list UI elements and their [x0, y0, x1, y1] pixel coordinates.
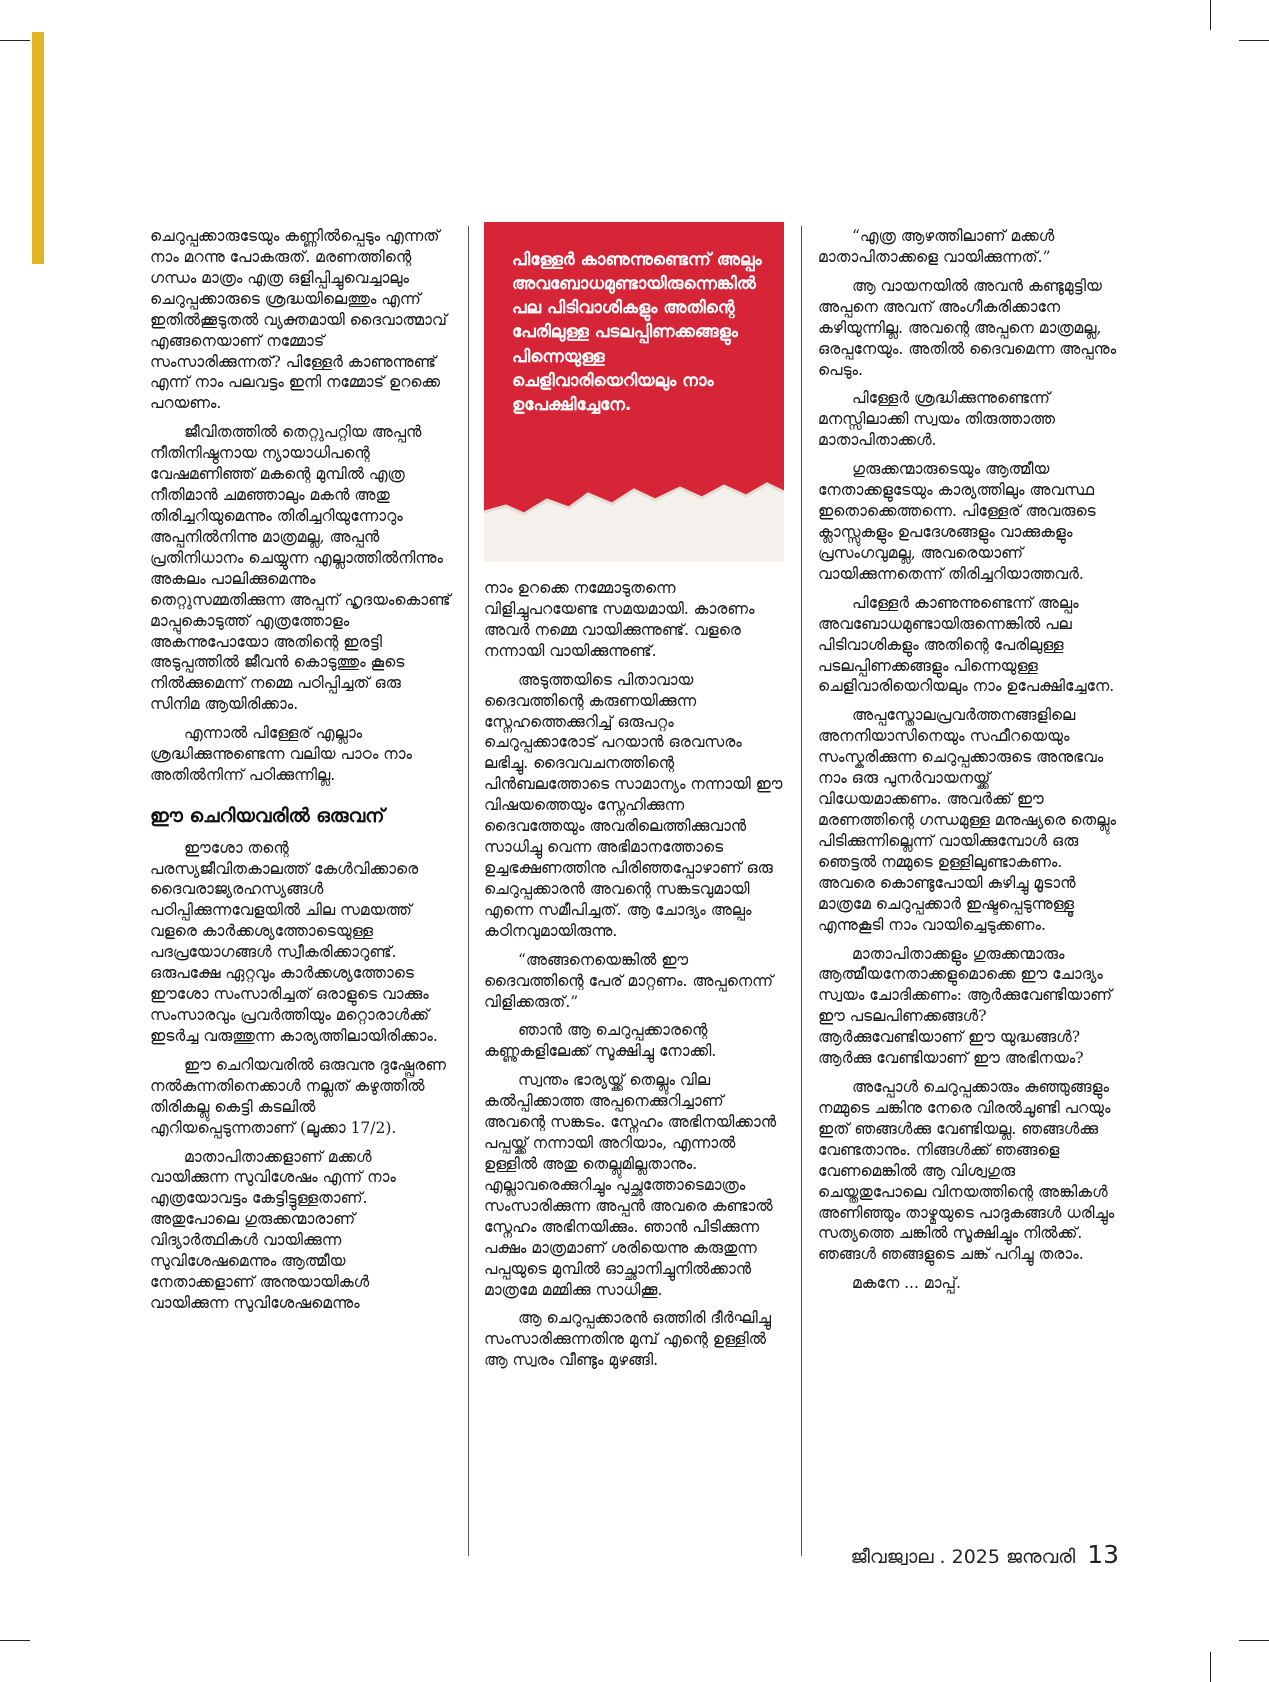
magazine-issue: ജീവജ്വാല . 2025 ജനുവരി [850, 1546, 1076, 1568]
column-divider [801, 226, 802, 1556]
paragraph: ചെറുപ്പക്കാരുടേയും കണ്ണിൽപ്പെടും എന്നത് നാം മറന്നു പോകരുത്. മരണത്തിന്റെ ഗന്ധം മാത്രം എത്ര ഒളിപ്പിച്ചുവെച്ചാലും ചെറുപ്പക്കാരുടെ ശ്രദ്ധയിലെത്തും എന്ന് ഇതിൽക്കൂടുതൽ വ്യക്തമായി ദൈവാത്മാവ് എങ്ങനെയാണ് നമ്മോട് സംസാരിക്കുന്നത്? പിള്ളേർ കാണുന്നുണ്ട് എന്ന് നാം പലവട്ടം ഇനി നമ്മോട് ഉറക്കെ പറയണം. [150, 227, 447, 413]
paragraph: അടുത്തയിടെ പിതാവായ ദൈവത്തിന്റെ കരുണയിക്കുന്ന സ്നേഹത്തെക്കുറിച്ച് ഒരുപറ്റം ചെറുപ്പക്കാരോട് പറയാൻ ഒരവസരം ലഭിച്ചു. ദൈവവചനത്തിന്റെ പിൻബലത്തോടെ സാമാന്യം നന്നായി ഈ വിഷയത്തെയും സ്നേഹിക്കുന്ന ദൈവത്തേയും അവരിലെത്തിക്കുവാൻ സാധിച്ചു വെന്ന അഭിമാനത്തോടെ ഉച്ചഭക്ഷണത്തിനു പിരിഞ്ഞപ്പോഴാണ് ഒരു ചെറുപ്പക്കാരൻ അവന്റെ സങ്കടവുമായി എന്നെ സമീപിച്ചത്. ആ ചോദ്യം അല്പം കഠിനവുമായിരുന്നു. [484, 670, 783, 940]
article-column-3 [818, 226, 1118, 1302]
paragraph: നാം ഉറക്കെ നമ്മോടുതന്നെ വിളിച്ചുപറയേണ്ട സമയമായി. കാരണം അവർ നമ്മെ വായിക്കുന്നുണ്ട്. വളരെ നന്നായി വായിക്കുന്നുണ്ട്. [484, 579, 755, 660]
crop-mark [0, 40, 30, 41]
paragraph: പിള്ളേർ കാണുന്നുണ്ടെന്ന് അല്പം അവബോധമുണ്ടായിരുന്നെങ്കിൽ പല പിടിവാശികളും അതിന്റെ പേരിലുള്ള പടലപ്പിണക്കങ്ങളും പിന്നെയുള്ള ചെളിവാരിയെറിയലും നാം ഉപേക്ഷിച്ചേനേ. [818, 593, 1115, 696]
paragraph: എന്നാൽ പിള്ളേര് എല്ലാം ശ്രദ്ധിക്കുന്നുണ്ടെന്ന വലിയ പാഠം നാം അതിൽനിന്ന് പഠിക്കുന്നില്ല. [150, 724, 413, 785]
crop-mark [1210, 1652, 1211, 1682]
paragraph: അപ്പോൾ ചെറുപ്പക്കാരും കുഞ്ഞുങ്ങളും നമ്മുടെ ചങ്കിനു നേരെ വിരൽചൂണ്ടി പറയും ഇത് ഞങ്ങൾക്കു വേണ്ടിയല്ല. ഞങ്ങൾക്കു വേണ്ടതാനും. നിങ്ങൾക്ക് ഞങ്ങളെ വേണമെങ്കിൽ ആ വിശ്വഗുരു ചെയ്തതുപോലെ വിനയത്തിന്റെ അങ്കികൾ അണിഞ്ഞും താഴ്മയുടെ പാദുകങ്ങൾ ധരിച്ചും സത്യത്തെ ചങ്കിൽ സൂക്ഷിച്ചും നിൽക്ക്. ഞങ്ങൾ ഞങ്ങളുടെ ചങ്ക് പറിച്ചു തരാം. [818, 1078, 1115, 1264]
paragraph: ഈ ചെറിയവരിൽ ഒരുവനു ദുഷ്പ്രേരണ നൽകുന്നതിനെക്കാൾ നല്ലത് കഴുത്തിൽ തിരികല്ലു കെട്ടി കടലിൽ എറിയപ്പെടുന്നതാണ് (ലൂക്കാ 17/2). [150, 1055, 446, 1137]
crop-mark [0, 1640, 30, 1641]
crop-mark [1239, 1640, 1269, 1641]
paragraph: ഈശോ തന്റെ പരസ്യജീവിതകാലത്ത് കേൾവിക്കാരെ ദൈവരാജ്യരഹസ്യങ്ങൾ പഠിപ്പിക്കുന്നവേളയിൽ ചില സമയത്ത് വളരെ കാർക്കശ്യത്തോടെയുള്ള പദപ്രയോഗങ്ങൾ സ്വീകരിക്കാറുണ്ട്. ഒരുപക്ഷേ ഏറ്റവും കാർക്കശ്യത്തോടെ ഈശോ സംസാരിച്ചത് ഒരാളുടെ വാക്കും സംസാരവും പ്രവർത്തിയും മറ്റൊരാൾക്ക് ഇടർച്ച വരുത്തുന്ന കാര്യത്തിലായിരിക്കാം. [150, 838, 438, 1045]
pull-quote-text: പിള്ളേർ കാണുന്നുണ്ടെന്ന് അല്പം അവബോധമുണ്ടായിരുന്നെങ്കിൽ പല പിടിവാശികളും അതിന്റെ പേരിലുള്ള പടലപ്പിണക്കങ്ങളും പിന്നെയുള്ള ചെളിവാരിയെറിയലും നാം ഉപേക്ഷിച്ചേനേ. [512, 250, 762, 415]
page-number: 13 [1087, 1540, 1119, 1569]
section-heading: ഈ ചെറിയവരിൽ ഒരുവന് [150, 804, 385, 827]
paragraph: മാതാപിതാക്കളും ഗുരുക്കന്മാരും ആത്മീയനേതാക്കളുമൊക്കെ ഈ ചോദ്യം സ്വയം ചോദിക്കണം: ആർക്കുവേണ്ടിയാണ് ഈ പടലപിണക്കങ്ങൾ? ആർക്കുവേണ്ടിയാണ് ഈ യുദ്ധങ്ങൾ? ആർക്കു വേണ്ടിയാണ് ഈ അഭിനയം? [818, 944, 1113, 1068]
paragraph: മകനേ ... മാപ്പ്. [852, 1274, 961, 1293]
page-footer [851, 1540, 1119, 1569]
gold-accent-bar [32, 32, 44, 264]
paragraph: “എത്ര ആഴത്തിലാണ് മക്കൾ മാതാപിതാക്കളെ വായിക്കുന്നത്.” [818, 227, 1055, 266]
article-column-2 [484, 578, 784, 1379]
crop-mark [1210, 0, 1211, 30]
paragraph: ജീവിതത്തിൽ തെറ്റുപറ്റിയ അപ്പൻ നീതിനിഷ്ഠനായ ന്യായാധിപന്റെ വേഷമണിഞ്ഞ് മകന്റെ മുമ്പിൽ എത്ര നീതിമാൻ ചമഞ്ഞാലും മകൻ അതു തിരിച്ചറിയുമെന്നും തിരിച്ചറിയുന്നോറും അപ്പനിൽനിന്നു മാത്രമല്ല, അപ്പൻ പ്രതിനിധാനം ചെയ്യുന്ന എല്ലാത്തിൽനിന്നും അകലം പാലിക്കുമെന്നും തെറ്റുസമ്മതിക്കുന്ന അപ്പന് ഹൃദയംകൊണ്ട് മാപ്പുകൊടുത്ത് എത്രത്തോളം അകന്നുപോയോ അതിന്റെ ഇരട്ടി അടുപ്പത്തിൽ ജീവൻ കൊടുത്തും കൂടെ നിൽക്കുമെന്ന് നമ്മെ പഠിപ്പിച്ചത് ഒരു സിനിമ ആയിരിക്കാം. [150, 423, 451, 714]
paragraph: അപ്പസ്തോലപ്രവർത്തനങ്ങളിലെ അനനിയാസിനെയും സഫീറയെയും സംസ്കരിക്കുന്ന ചെറുപ്പക്കാരുടെ അനുഭവം നാം ഒരു പുനർവായനയ്ക്ക് വിധേയമാക്കണം. അവർക്ക് ഈ മരണത്തിന്റെ ഗന്ധമുള്ള മനുഷ്യരെ തെല്ലും പിടിക്കുന്നില്ലെന്ന് വായിക്കുമ്പോൾ ഒരു ഞെട്ടൽ നമ്മുടെ ഉള്ളിലുണ്ടാകണം. അവരെ കൊണ്ടുപോയി കുഴിച്ചു മൂടാൻ മാത്രമേ ചെറുപ്പക്കാർ ഇഷ്ടപ്പെടുന്നുള്ളൂ എന്നുകൂടി നാം വായിച്ചെടുക്കണം. [818, 706, 1116, 934]
paragraph: ആ വായനയിൽ അവൻ കണ്ടുമുട്ടിയ അപ്പനെ അവന് അംഗീകരിക്കാനേ കഴിയുന്നില്ല. അവന്റെ അപ്പനെ മാത്രമല്ല, ഒരപ്പനേയും. അതിൽ ദൈവമെന്ന അപ്പനും പെടും. [818, 276, 1117, 379]
paragraph: “അങ്ങനെയെങ്കിൽ ഈ ദൈവത്തിന്റെ പേര് മാറ്റണം. അപ്പനെന്ന് വിളിക്കരുത്.” [484, 950, 774, 1011]
paragraph: ഞാൻ ആ ചെറുപ്പക്കാരന്റെ കണ്ണുകളിലേക്ക് സൂക്ഷിച്ചു നോക്കി. [484, 1021, 717, 1061]
paragraph: പിള്ളേർ ശ്രദ്ധിക്കുന്നുണ്ടെന്ന് മനസ്സിലാക്കി സ്വയം തിരുത്താത്ത മാതാപിതാക്കൾ. [818, 389, 1055, 450]
column-divider [468, 226, 469, 1556]
crop-mark [1239, 40, 1269, 41]
torn-paper-graphic [484, 472, 784, 562]
article-column-1 [150, 226, 452, 1322]
pull-quote-box [484, 222, 784, 562]
paragraph: ഗുരുക്കന്മാരുടെയും ആത്മീയ നേതാക്കളുടേയും കാര്യത്തിലും അവസ്ഥ ഇതൊക്കെത്തന്നെ. പിള്ളേര് അവരുടെ ക്ലാസ്സുകളും ഉപദേശങ്ങളും വാക്കുകളും പ്രസംഗവുമല്ല, അവരെയാണ് വായിക്കുന്നതെന്ന് തിരിച്ചറിയാത്തവർ. [818, 460, 1096, 583]
paragraph: ആ ചെറുപ്പക്കാരൻ ഒത്തിരി ദീർഘിച്ചു സംസാരിക്കുന്നതിനു മുമ്പ് എന്റെ ഉള്ളിൽ ആ സ്വരം വീണ്ടും മുഴങ്ങി. [484, 1309, 771, 1370]
paragraph: മാതാപിതാക്കളാണ് മക്കൾ വായിക്കുന്ന സുവിശേഷം എന്ന് നാം എത്രയോവട്ടം കേട്ടിട്ടുള്ളതാണ്. അതുപോലെ ഗുരുക്കന്മാരാണ് വിദ്യാർത്ഥികൾ വായിക്കുന്ന സുവിശേഷമെന്നും ആത്മീയ നേതാക്കളാണ് അനുയായികൾ വായിക്കുന്ന സുവിശേഷമെന്നും [150, 1147, 396, 1312]
paragraph: സ്വന്തം ഭാര്യയ്ക്ക് തെല്ലും വില കൽപ്പിക്കാത്ത അപ്പനെക്കുറിച്ചാണ് അവന്റെ സങ്കടം. സ്നേഹം അഭിനയിക്കാൻ പപ്പയ്ക്ക് നന്നായി അറിയാം, എന്നാൽ ഉള്ളിൽ അതു തെല്ലുമില്ലതാനും. എല്ലാവരെക്കുറിച്ചും പുച്ഛത്തോടെമാത്രം സംസാരിക്കുന്ന അപ്പൻ അവരെ കണ്ടാൽ സ്നേഹം അഭിനയിക്കും. ഞാൻ പിടിക്കുന്ന പക്ഷം മാത്രമാണ് ശരിയെന്നു കരുതുന്ന പപ്പയുടെ മുമ്പിൽ ഓച്ഛാനിച്ചുനിൽക്കാൻ മാത്രമേ മമ്മിക്കു സാധിക്കൂ. [484, 1071, 777, 1299]
